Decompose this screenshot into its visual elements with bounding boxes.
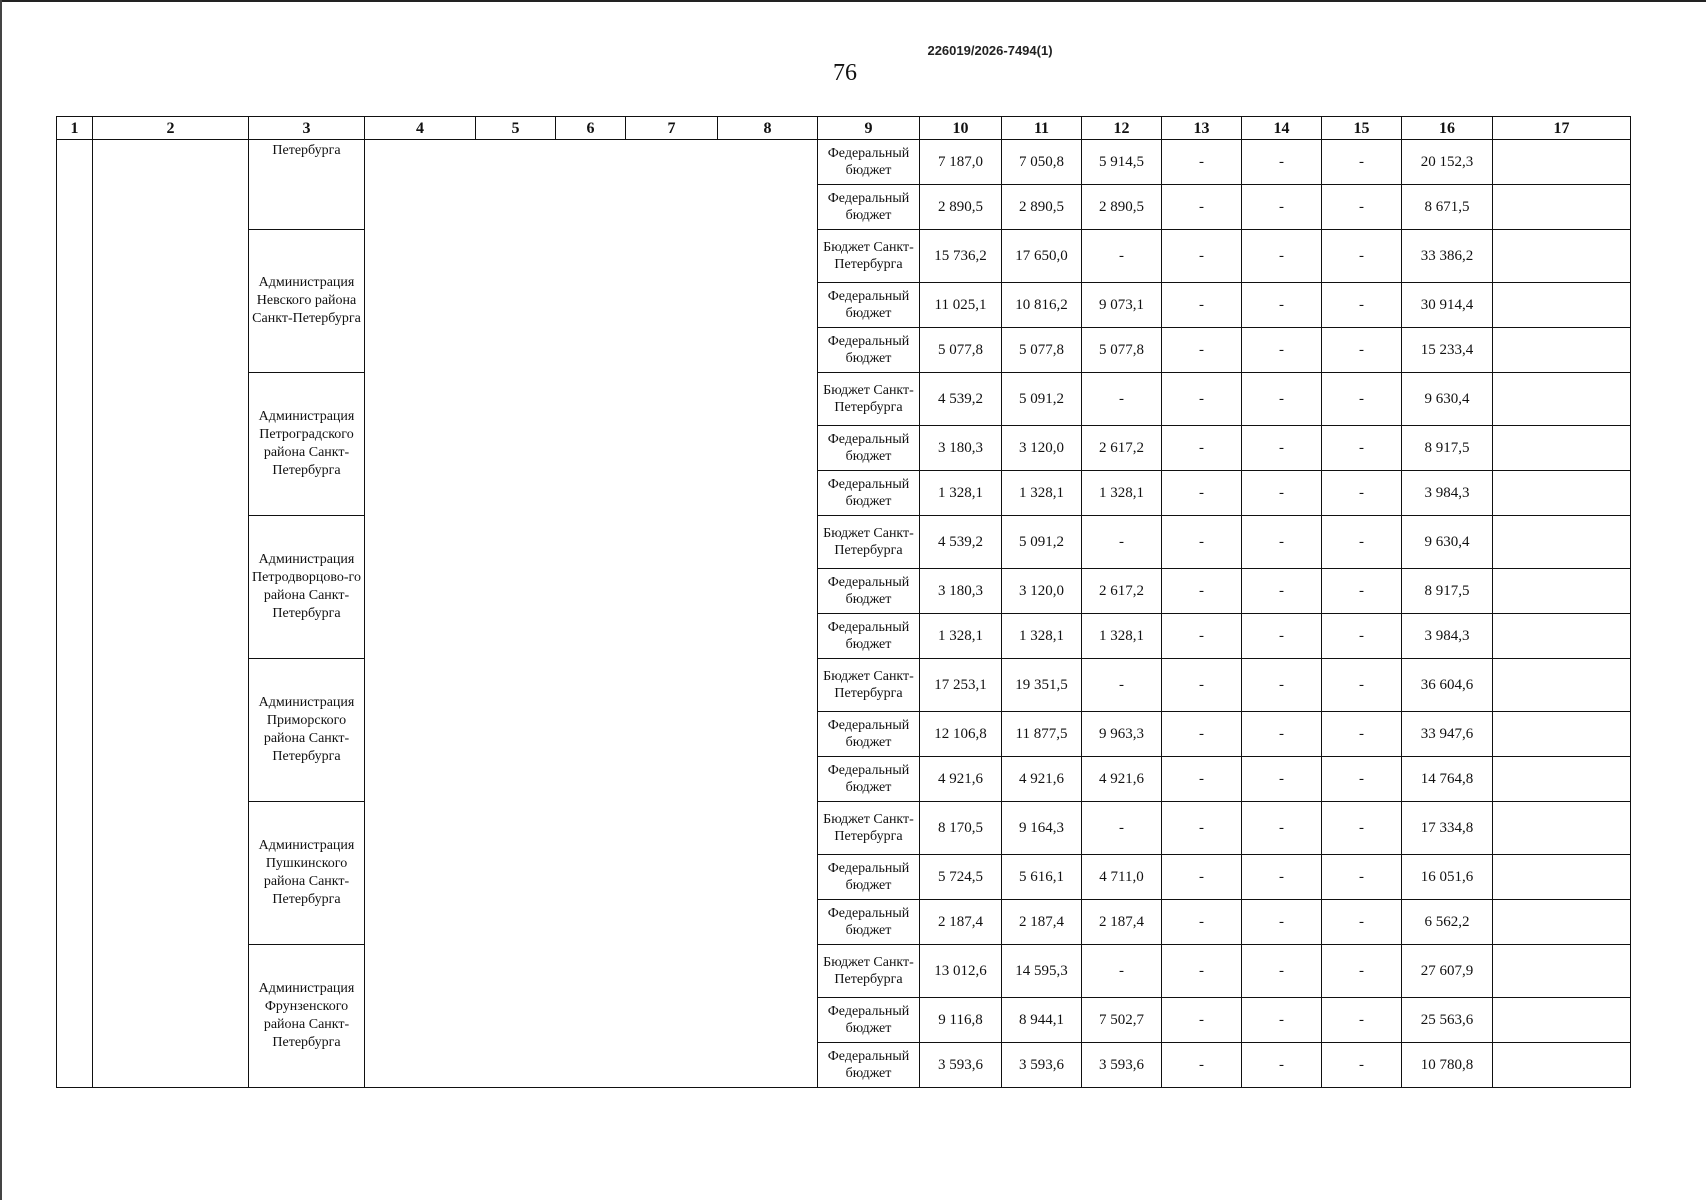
value-cell-col-12: 4 921,6 (1082, 757, 1162, 802)
value-cell-col-16: 17 334,8 (1402, 802, 1493, 855)
value-cell-col-11: 10 816,2 (1002, 283, 1082, 328)
value-cell-col-16: 6 562,2 (1402, 900, 1493, 945)
value-cell-col-11: 11 877,5 (1002, 712, 1082, 757)
column-17-cell (1493, 516, 1631, 569)
value-cell-col-13: - (1162, 516, 1242, 569)
table-row (57, 230, 1631, 283)
value-cell-col-16: 33 947,6 (1402, 712, 1493, 757)
value-cell-col-10: 3 180,3 (920, 426, 1002, 471)
funding-source-cell: Федеральный бюджет (818, 185, 920, 230)
organization-cell: Петербурга (249, 140, 365, 230)
value-cell-col-11: 5 616,1 (1002, 855, 1082, 900)
value-cell-col-15: - (1322, 900, 1402, 945)
value-cell-col-13: - (1162, 328, 1242, 373)
value-cell-col-12: 5 914,5 (1082, 140, 1162, 185)
value-cell-col-16: 27 607,9 (1402, 945, 1493, 998)
value-cell-col-11: 8 944,1 (1002, 998, 1082, 1043)
value-cell-col-12: 3 593,6 (1082, 1043, 1162, 1088)
value-cell-col-12: - (1082, 802, 1162, 855)
value-cell-col-15: - (1322, 569, 1402, 614)
value-cell-col-14: - (1242, 757, 1322, 802)
column-17-cell (1493, 945, 1631, 998)
value-cell-col-14: - (1242, 516, 1322, 569)
column-17-cell (1493, 998, 1631, 1043)
value-cell-col-10: 4 539,2 (920, 373, 1002, 426)
value-cell-col-13: - (1162, 945, 1242, 998)
value-cell-col-15: - (1322, 712, 1402, 757)
value-cell-col-12: - (1082, 230, 1162, 283)
column-header-15: 15 (1322, 117, 1402, 140)
column-17-cell (1493, 426, 1631, 471)
value-cell-col-13: - (1162, 757, 1242, 802)
value-cell-col-16: 3 984,3 (1402, 614, 1493, 659)
value-cell-col-10: 13 012,6 (920, 945, 1002, 998)
value-cell-col-13: - (1162, 140, 1242, 185)
value-cell-col-10: 5 724,5 (920, 855, 1002, 900)
value-cell-col-14: - (1242, 185, 1322, 230)
value-cell-col-14: - (1242, 802, 1322, 855)
value-cell-col-13: - (1162, 900, 1242, 945)
funding-source-cell: Бюджет Санкт-Петербурга (818, 659, 920, 712)
organization-cell: Администрация Фрунзенского района Санкт-Петербурга (249, 945, 365, 1088)
column-17-cell (1493, 328, 1631, 373)
value-cell-col-15: - (1322, 855, 1402, 900)
value-cell-col-10: 17 253,1 (920, 659, 1002, 712)
column-header-7: 7 (626, 117, 718, 140)
header-row (57, 117, 1631, 140)
column-17-cell (1493, 712, 1631, 757)
value-cell-col-11: 3 120,0 (1002, 426, 1082, 471)
column-17-cell (1493, 569, 1631, 614)
value-cell-col-10: 2 187,4 (920, 900, 1002, 945)
value-cell-col-13: - (1162, 802, 1242, 855)
value-cell-col-16: 8 917,5 (1402, 426, 1493, 471)
value-cell-col-13: - (1162, 712, 1242, 757)
value-cell-col-13: - (1162, 1043, 1242, 1088)
organization-cell: Администрация Петродворцово-го района Санкт-Петербурга (249, 516, 365, 659)
value-cell-col-16: 9 630,4 (1402, 373, 1493, 426)
value-cell-col-11: 2 890,5 (1002, 185, 1082, 230)
funding-source-cell: Федеральный бюджет (818, 283, 920, 328)
value-cell-col-13: - (1162, 283, 1242, 328)
funding-source-cell: Федеральный бюджет (818, 614, 920, 659)
column-header-16: 16 (1402, 117, 1493, 140)
column-header-8: 8 (718, 117, 818, 140)
column-17-cell (1493, 614, 1631, 659)
value-cell-col-15: - (1322, 426, 1402, 471)
value-cell-col-10: 4 921,6 (920, 757, 1002, 802)
value-cell-col-15: - (1322, 757, 1402, 802)
column-17-cell (1493, 802, 1631, 855)
funding-source-cell: Федеральный бюджет (818, 569, 920, 614)
value-cell-col-13: - (1162, 659, 1242, 712)
table-body (57, 140, 1631, 1088)
funding-source-cell: Бюджет Санкт-Петербурга (818, 945, 920, 998)
value-cell-col-10: 5 077,8 (920, 328, 1002, 373)
value-cell-col-16: 15 233,4 (1402, 328, 1493, 373)
value-cell-col-14: - (1242, 900, 1322, 945)
value-cell-col-14: - (1242, 998, 1322, 1043)
value-cell-col-11: 9 164,3 (1002, 802, 1082, 855)
value-cell-col-15: - (1322, 659, 1402, 712)
column-header-4: 4 (365, 117, 476, 140)
table-row (57, 945, 1631, 998)
funding-source-cell: Бюджет Санкт-Петербурга (818, 230, 920, 283)
value-cell-col-14: - (1242, 373, 1322, 426)
columns-4-8-cell (365, 140, 818, 1088)
value-cell-col-11: 5 077,8 (1002, 328, 1082, 373)
value-cell-col-13: - (1162, 426, 1242, 471)
value-cell-col-10: 3 593,6 (920, 1043, 1002, 1088)
value-cell-col-14: - (1242, 426, 1322, 471)
organization-cell: Администрация Приморского района Санкт-Петербурга (249, 659, 365, 802)
value-cell-col-16: 3 984,3 (1402, 471, 1493, 516)
value-cell-col-15: - (1322, 1043, 1402, 1088)
value-cell-col-13: - (1162, 471, 1242, 516)
value-cell-col-11: 1 328,1 (1002, 471, 1082, 516)
value-cell-col-15: - (1322, 998, 1402, 1043)
funding-source-cell: Федеральный бюджет (818, 757, 920, 802)
value-cell-col-14: - (1242, 230, 1322, 283)
value-cell-col-16: 9 630,4 (1402, 516, 1493, 569)
value-cell-col-13: - (1162, 998, 1242, 1043)
value-cell-col-11: 14 595,3 (1002, 945, 1082, 998)
column-17-cell (1493, 900, 1631, 945)
value-cell-col-16: 36 604,6 (1402, 659, 1493, 712)
column-header-11: 11 (1002, 117, 1082, 140)
column-17-cell (1493, 230, 1631, 283)
funding-source-cell: Бюджет Санкт-Петербурга (818, 373, 920, 426)
budget-table (56, 116, 1631, 1088)
column-header-2: 2 (93, 117, 249, 140)
value-cell-col-12: 5 077,8 (1082, 328, 1162, 373)
value-cell-col-11: 4 921,6 (1002, 757, 1082, 802)
value-cell-col-12: 9 073,1 (1082, 283, 1162, 328)
value-cell-col-12: 1 328,1 (1082, 614, 1162, 659)
value-cell-col-14: - (1242, 283, 1322, 328)
value-cell-col-15: - (1322, 945, 1402, 998)
value-cell-col-11: 5 091,2 (1002, 516, 1082, 569)
value-cell-col-12: - (1082, 516, 1162, 569)
value-cell-col-11: 19 351,5 (1002, 659, 1082, 712)
value-cell-col-15: - (1322, 283, 1402, 328)
organization-cell: Администрация Пушкинского района Санкт-Петербурга (249, 802, 365, 945)
value-cell-col-16: 8 671,5 (1402, 185, 1493, 230)
value-cell-col-10: 3 180,3 (920, 569, 1002, 614)
value-cell-col-14: - (1242, 659, 1322, 712)
table-row (57, 516, 1631, 569)
value-cell-col-10: 1 328,1 (920, 471, 1002, 516)
value-cell-col-10: 8 170,5 (920, 802, 1002, 855)
value-cell-col-10: 15 736,2 (920, 230, 1002, 283)
value-cell-col-10: 12 106,8 (920, 712, 1002, 757)
value-cell-col-14: - (1242, 1043, 1322, 1088)
column-header-12: 12 (1082, 117, 1162, 140)
value-cell-col-12: 2 187,4 (1082, 900, 1162, 945)
value-cell-col-11: 7 050,8 (1002, 140, 1082, 185)
value-cell-col-10: 9 116,8 (920, 998, 1002, 1043)
value-cell-col-12: 2 890,5 (1082, 185, 1162, 230)
column-17-cell (1493, 757, 1631, 802)
column-17-cell (1493, 855, 1631, 900)
value-cell-col-10: 11 025,1 (920, 283, 1002, 328)
column-17-cell (1493, 471, 1631, 516)
funding-source-cell: Федеральный бюджет (818, 471, 920, 516)
table-row (57, 802, 1631, 855)
value-cell-col-11: 3 120,0 (1002, 569, 1082, 614)
value-cell-col-16: 14 764,8 (1402, 757, 1493, 802)
funding-source-cell: Федеральный бюджет (818, 855, 920, 900)
value-cell-col-16: 8 917,5 (1402, 569, 1493, 614)
value-cell-col-16: 25 563,6 (1402, 998, 1493, 1043)
value-cell-col-15: - (1322, 373, 1402, 426)
funding-source-cell: Федеральный бюджет (818, 1043, 920, 1088)
value-cell-col-14: - (1242, 855, 1322, 900)
value-cell-col-11: 3 593,6 (1002, 1043, 1082, 1088)
funding-source-cell: Федеральный бюджет (818, 900, 920, 945)
value-cell-col-13: - (1162, 230, 1242, 283)
value-cell-col-12: 2 617,2 (1082, 569, 1162, 614)
funding-source-cell: Бюджет Санкт-Петербурга (818, 802, 920, 855)
column-2-cell (93, 140, 249, 1088)
column-1-cell (57, 140, 93, 1088)
value-cell-col-13: - (1162, 185, 1242, 230)
value-cell-col-13: - (1162, 855, 1242, 900)
value-cell-col-12: 2 617,2 (1082, 426, 1162, 471)
value-cell-col-14: - (1242, 471, 1322, 516)
column-17-cell (1493, 283, 1631, 328)
value-cell-col-16: 20 152,3 (1402, 140, 1493, 185)
page-number: 76 (833, 60, 857, 86)
value-cell-col-12: - (1082, 373, 1162, 426)
value-cell-col-14: - (1242, 614, 1322, 659)
value-cell-col-10: 1 328,1 (920, 614, 1002, 659)
scan-edge-top (0, 0, 1706, 2)
value-cell-col-13: - (1162, 373, 1242, 426)
value-cell-col-14: - (1242, 712, 1322, 757)
column-header-1: 1 (57, 117, 93, 140)
value-cell-col-12: 9 963,3 (1082, 712, 1162, 757)
value-cell-col-16: 10 780,8 (1402, 1043, 1493, 1088)
funding-source-cell: Федеральный бюджет (818, 712, 920, 757)
value-cell-col-10: 7 187,0 (920, 140, 1002, 185)
column-header-17: 17 (1493, 117, 1631, 140)
value-cell-col-15: - (1322, 614, 1402, 659)
column-17-cell (1493, 659, 1631, 712)
column-17-cell (1493, 140, 1631, 185)
funding-source-cell: Федеральный бюджет (818, 328, 920, 373)
value-cell-col-14: - (1242, 140, 1322, 185)
value-cell-col-12: 4 711,0 (1082, 855, 1162, 900)
value-cell-col-13: - (1162, 614, 1242, 659)
value-cell-col-11: 5 091,2 (1002, 373, 1082, 426)
value-cell-col-10: 2 890,5 (920, 185, 1002, 230)
column-header-6: 6 (556, 117, 626, 140)
funding-source-cell: Федеральный бюджет (818, 140, 920, 185)
column-header-13: 13 (1162, 117, 1242, 140)
value-cell-col-13: - (1162, 569, 1242, 614)
value-cell-col-15: - (1322, 516, 1402, 569)
scan-edge-left (0, 0, 2, 1200)
value-cell-col-15: - (1322, 802, 1402, 855)
value-cell-col-15: - (1322, 140, 1402, 185)
column-header-5: 5 (476, 117, 556, 140)
column-header-14: 14 (1242, 117, 1322, 140)
value-cell-col-15: - (1322, 471, 1402, 516)
organization-cell: Администрация Петроградского района Санкт-Петербурга (249, 373, 365, 516)
column-17-cell (1493, 1043, 1631, 1088)
table-row (57, 373, 1631, 426)
document-id: 226019/2026-7494(1) (927, 43, 1053, 58)
table-row (57, 659, 1631, 712)
funding-source-cell: Федеральный бюджет (818, 998, 920, 1043)
column-17-cell (1493, 373, 1631, 426)
funding-source-cell: Федеральный бюджет (818, 426, 920, 471)
value-cell-col-15: - (1322, 185, 1402, 230)
value-cell-col-11: 17 650,0 (1002, 230, 1082, 283)
column-header-3: 3 (249, 117, 365, 140)
value-cell-col-16: 30 914,4 (1402, 283, 1493, 328)
table-row (57, 140, 1631, 185)
column-17-cell (1493, 185, 1631, 230)
organization-cell: Администрация Невского района Санкт-Петербурга (249, 230, 365, 373)
value-cell-col-14: - (1242, 328, 1322, 373)
value-cell-col-11: 2 187,4 (1002, 900, 1082, 945)
value-cell-col-12: - (1082, 945, 1162, 998)
value-cell-col-10: 4 539,2 (920, 516, 1002, 569)
value-cell-col-14: - (1242, 945, 1322, 998)
value-cell-col-12: 7 502,7 (1082, 998, 1162, 1043)
value-cell-col-14: - (1242, 569, 1322, 614)
value-cell-col-12: 1 328,1 (1082, 471, 1162, 516)
value-cell-col-16: 16 051,6 (1402, 855, 1493, 900)
value-cell-col-11: 1 328,1 (1002, 614, 1082, 659)
funding-source-cell: Бюджет Санкт-Петербурга (818, 516, 920, 569)
value-cell-col-12: - (1082, 659, 1162, 712)
value-cell-col-15: - (1322, 328, 1402, 373)
column-header-9: 9 (818, 117, 920, 140)
column-header-10: 10 (920, 117, 1002, 140)
value-cell-col-16: 33 386,2 (1402, 230, 1493, 283)
value-cell-col-15: - (1322, 230, 1402, 283)
